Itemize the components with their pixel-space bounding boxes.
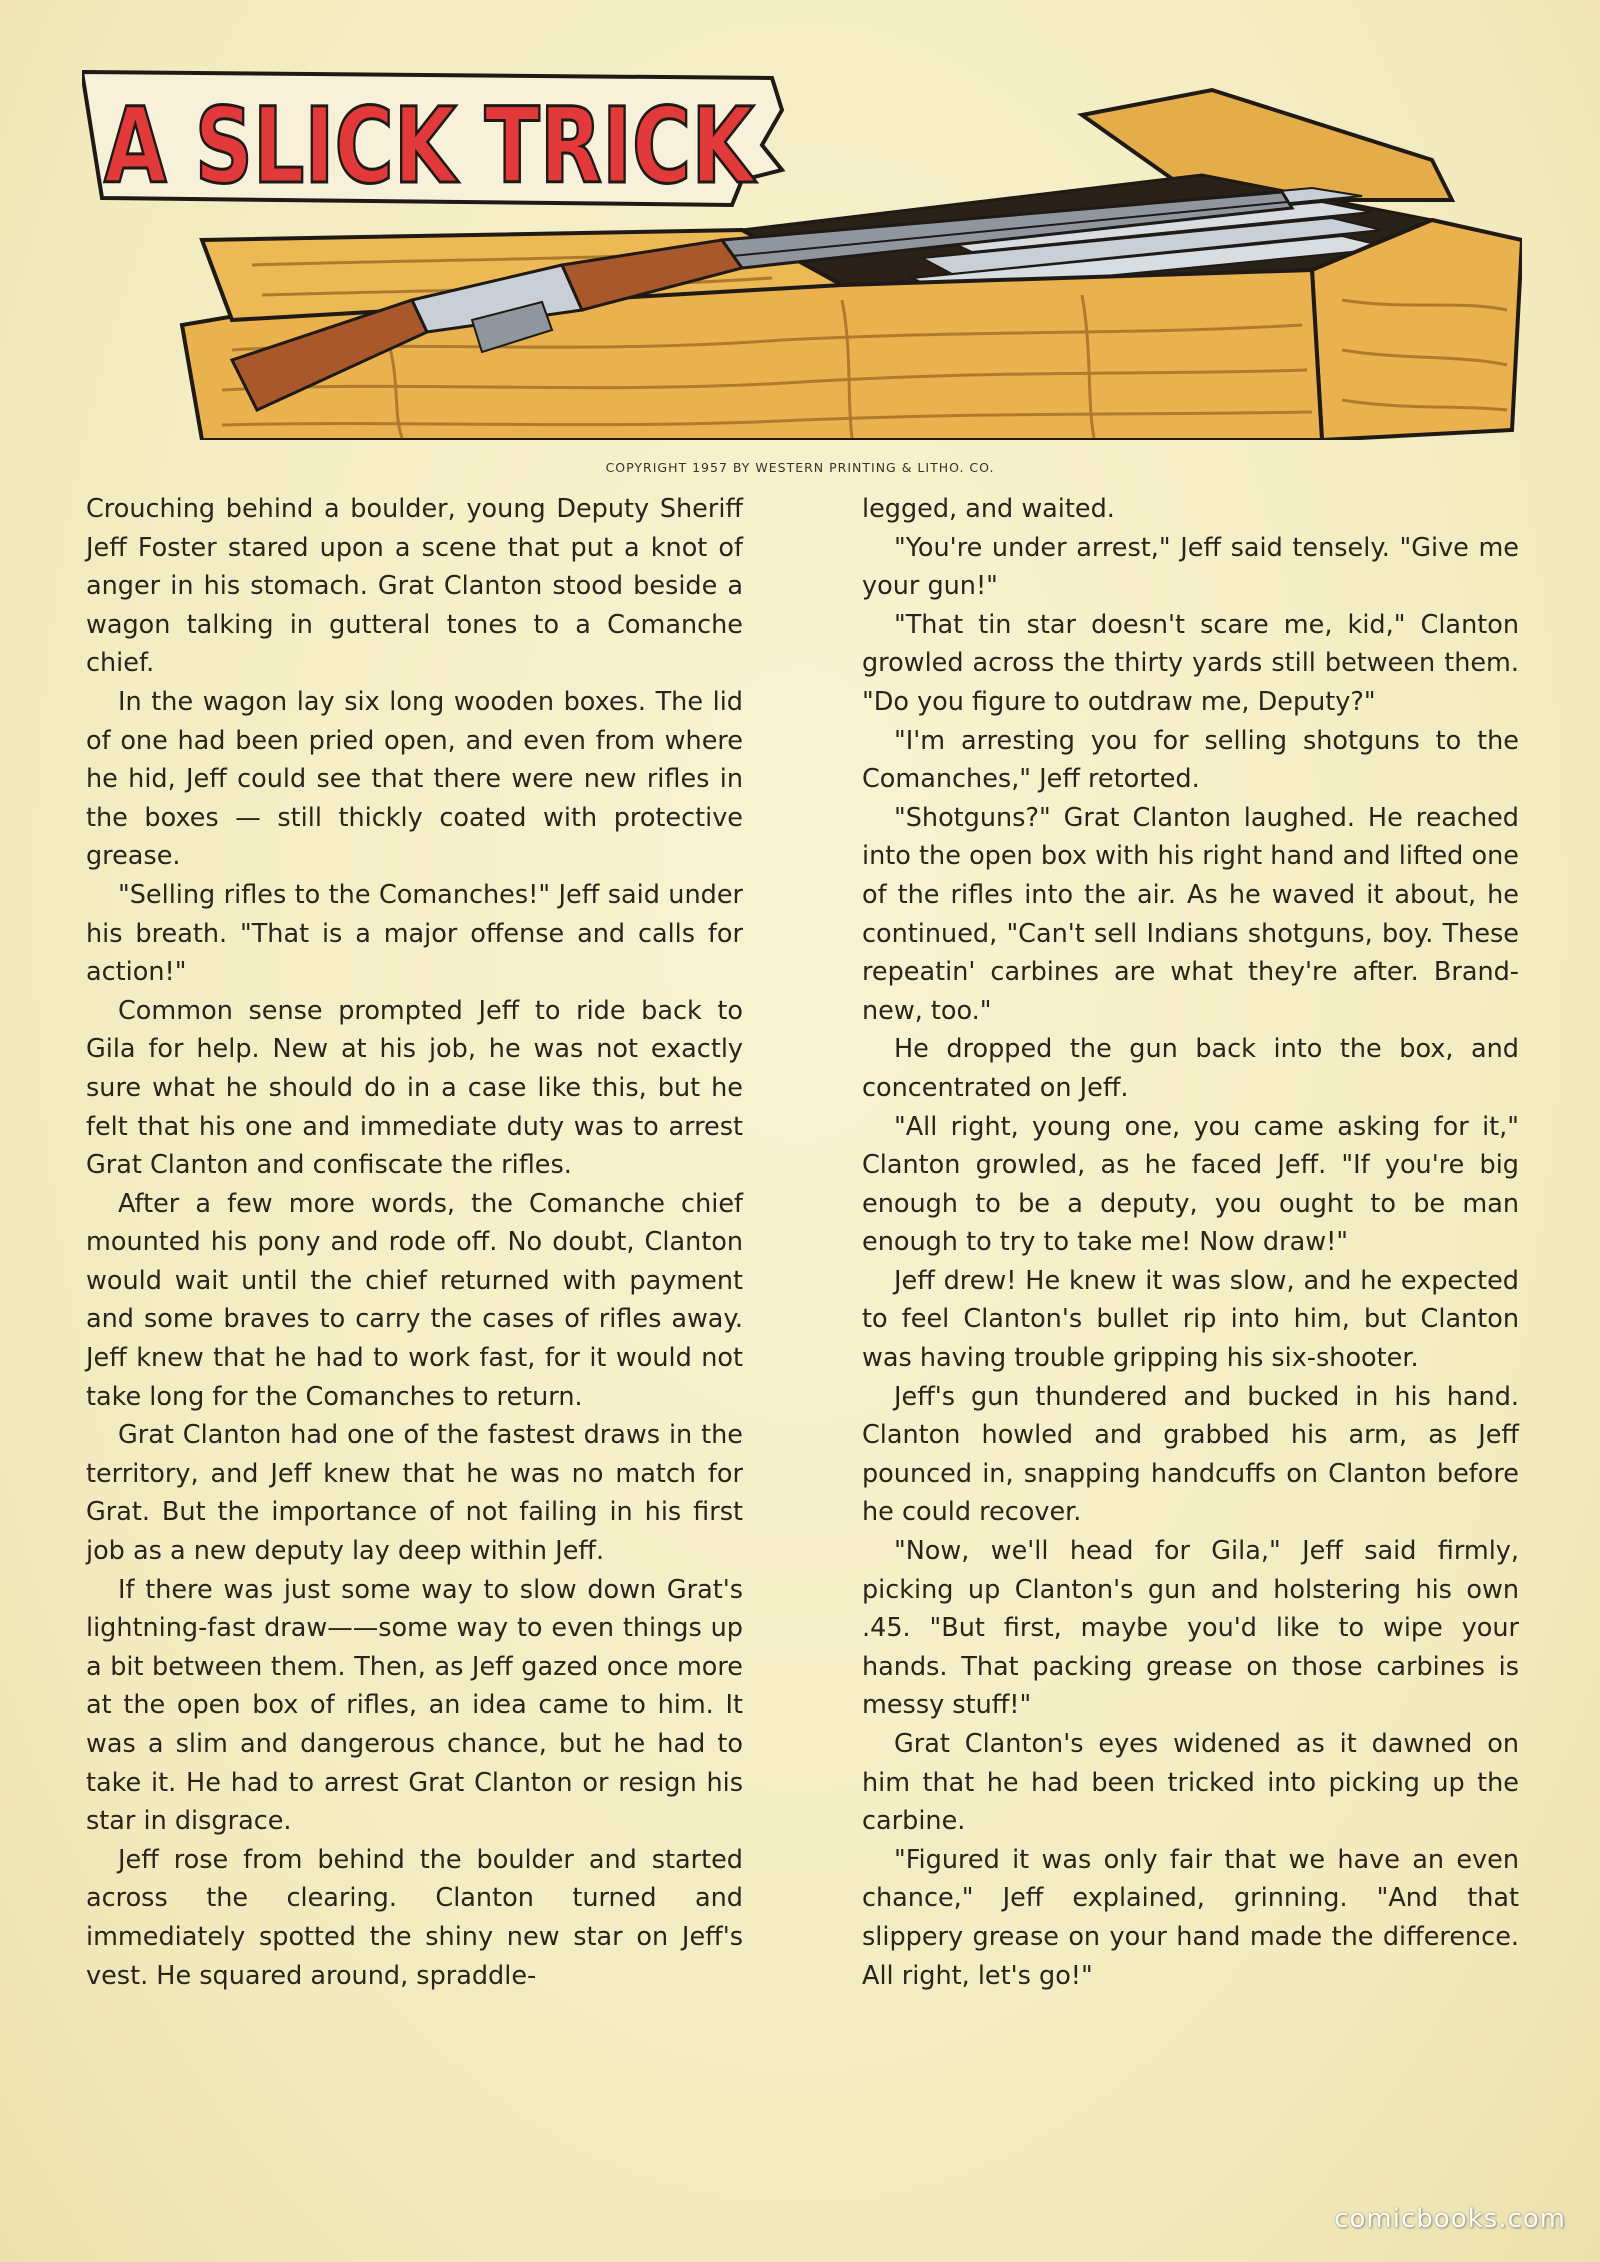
- paragraph: If there was just some way to slow down Grat's lightning-fast draw——some way to even things up a bit between them. Then, as Jeff gazed once more at the open box of rifles, an idea came to him. It was a slim and dangerous chance, but he had to take it. He had to arrest Grat Clanton or resign his star in disgrace.: [86, 1574, 743, 1837]
- paragraph: "I'm arresting you for selling shotguns to the Comanches," Jeff retorted.: [862, 725, 1519, 795]
- paragraph: After a few more words, the Comanche chief mounted his pony and rode off. No doubt, Clanton would wait until the chief returned with payment and some braves to carry the cases of rifles away. Jeff knew that he had to work fast, for it would not take long for the Comanches to return.: [86, 1188, 743, 1412]
- crate-and-rifle-drawing: [82, 70, 1522, 440]
- paragraph: "All right, young one, you came asking for it," Clanton growled, as he faced Jeff. "If you're big enough to be a deputy, you ought to be man enough to try to take me! Now draw!": [862, 1111, 1519, 1258]
- story-title: A SLICK TRICK: [104, 85, 757, 207]
- paragraph: "Selling rifles to the Comanches!" Jeff said under his breath. "That is a major offense and calls for action!": [86, 879, 743, 988]
- left-column: [86, 490, 743, 1995]
- paragraph: "You're under arrest," Jeff said tensely. "Give me your gun!": [862, 532, 1519, 602]
- paragraph: "Now, we'll head for Gila," Jeff said firmly, picking up Clanton's gun and holstering his own .45. "But first, maybe you'd like to wipe your hands. That packing grease on those carbines is messy stuff!": [862, 1536, 1519, 1721]
- right-column: [862, 490, 1519, 1995]
- paragraph: Jeff's gun thundered and bucked in his hand. Clanton howled and grabbed his arm, as Jeff pounced in, snapping handcuffs on Clanton before he could recover.: [862, 1381, 1519, 1528]
- paragraph: Crouching behind a boulder, young Deputy Sheriff Jeff Foster stared upon a scene that put a knot of anger in his stomach. Grat Clanton stood beside a wagon talking in gutteral tones to a Comanche chief.: [86, 494, 743, 679]
- paragraph: Grat Clanton had one of the fastest draws in the territory, and Jeff knew that he was no match for Grat. But the importance of not failing in his first job as a new deputy lay deep within Jeff.: [86, 1420, 743, 1567]
- site-watermark: comicbooks.com: [1334, 2204, 1566, 2234]
- paragraph: "Figured it was only fair that we have an even chance," Jeff explained, grinning. "And that slippery grease on your hand made the difference. All right, let's go!": [862, 1844, 1519, 1991]
- paragraph: Grat Clanton's eyes widened as it dawned on him that he had been tricked into picking up the carbine.: [862, 1729, 1519, 1837]
- paragraph: "That tin star doesn't scare me, kid," Clanton growled across the thirty yards still between them. "Do you figure to outdraw me, Deputy?": [862, 609, 1519, 717]
- paragraph: In the wagon lay six long wooden boxes. The lid of one had been pried open, and even from where he hid, Jeff could see that there were new rifles in the boxes — still thickly coated with protective grease.: [86, 686, 743, 872]
- paragraph: "Shotguns?" Grat Clanton laughed. He reached into the open box with his right hand and lifted one of the rifles into the air. As he waved it about, he continued, "Can't sell Indians shotguns, boy. These repeatin' carbines are what they're after. Brand-new, too.": [862, 802, 1519, 1026]
- copyright-notice: COPYRIGHT 1957 BY WESTERN PRINTING & LITHO. CO.: [605, 460, 995, 475]
- title-illustration: [82, 70, 1522, 440]
- paragraph-continuation: legged, and waited.: [862, 494, 1115, 524]
- paragraph: He dropped the gun back into the box, and concentrated on Jeff.: [862, 1034, 1519, 1103]
- paragraph: Jeff drew! He knew it was slow, and he expected to feel Clanton's bullet rip into him, but Clanton was having trouble gripping his six-shooter.: [862, 1265, 1519, 1374]
- paragraph: Jeff rose from behind the boulder and started across the clearing. Clanton turned and immediately spotted the shiny new star on Jeff's vest. He squared around, spraddle-: [86, 1844, 743, 1991]
- paragraph: Common sense prompted Jeff to ride back to Gila for help. New at his job, he was not exactly sure what he should do in a case like this, but he felt that his one and immediate duty was to arrest Grat Clanton and confiscate the rifles.: [86, 995, 743, 1181]
